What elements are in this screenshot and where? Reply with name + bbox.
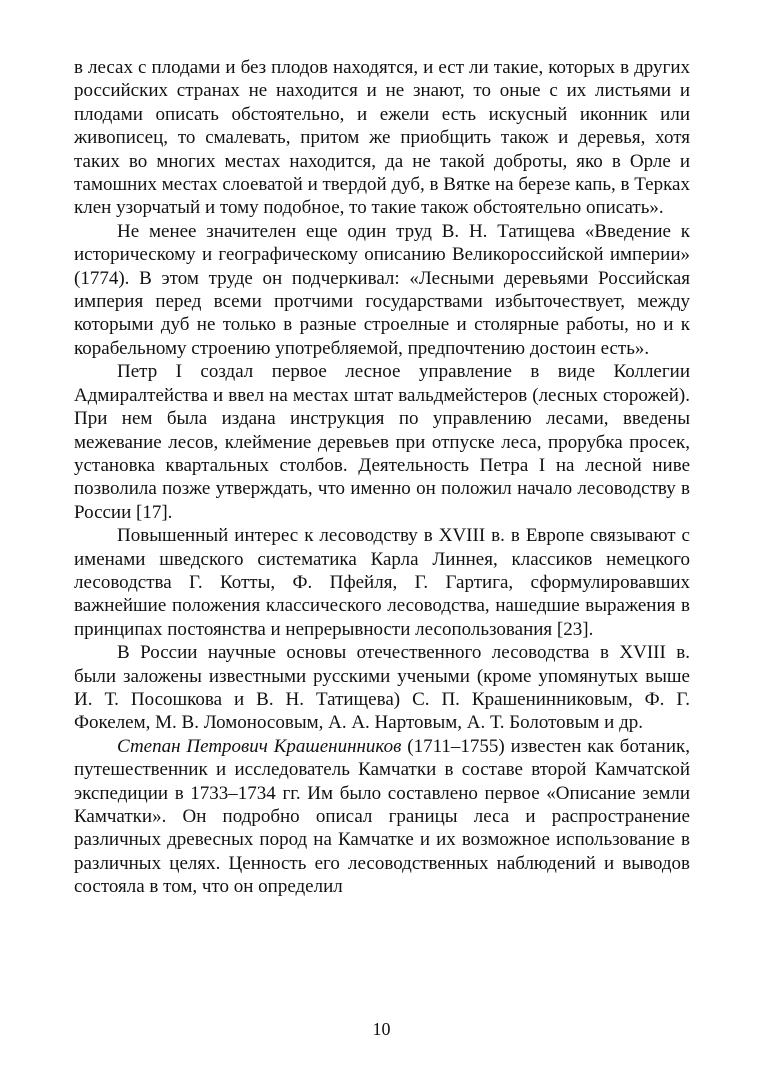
- paragraph-p6-text: (1711–1755) известен как ботаник, путешественник и исследователь Камчатки в составе второй Камчатской экспедиции в 1733–1734 гг. Им было составлено первое «Описание земли Камчатки». Он подробно описал границы леса и распространение различных древесных пород на Камчатке и их возможное использование в различных целях. Ценность его лесоводственных наблюдений и выводов состояла в том, что он определил: [74, 735, 690, 898]
- paragraph-p3: Петр I создал первое лесное управление в виде Коллегии Адмиралтейства и ввел на местах штат вальдмейстеров (лесных сторожей). При нем была издана инструкция по управлению лесами, введены межевание лесов, клеймение деревьев при отпуске леса, прорубка просек, установка квартальных столбов. Деятельность Петра I на лесной ниве позволила позже утверждать, что именно он положил начало лесоводству в России [17].: [74, 361, 690, 523]
- paragraph-p2: Не менее значителен еще один труд В. Н. Татищева «Введение к историческому и географическому описанию Великороссийской империи» (1774). В этом труде он подчеркивал: «Лесными деревьями Российская империя перед всеми протчими государствами избыточествует, между которыми дуб не только в разные строелные и столярные работы, но и к корабельному строению употребляемой, предпочтению достоин есть».: [74, 220, 690, 359]
- italic-person-name: Степан Петрович Крашенинников: [117, 735, 402, 757]
- document-page: [74, 56, 690, 899]
- page-number: 10: [372, 1019, 391, 1039]
- paragraph-p1: в лесах с плодами и без плодов находятся, и ест ли такие, которых в других российских странах не находится и не знают, то оные с их листьями и плодами описать обстоятельно, и ежели есть искусный иконник или живописец, то смалевать, притом же приобщить також и деревья, хотя таких во многих местах находится, да не такой доброты, яко в Орле и тамошних местах слоеватой и твердой дуб, в Вятке на березе капь, в Терках клен узорчатый и тому подобное, то такие також обстоятельно описать».: [74, 57, 690, 219]
- paragraph-p4: Повышенный интерес к лесоводству в XVIII в. в Европе связывают с именами шведского систематика Карла Линнея, классиков немецкого лесоводства Г. Котты, Ф. Пфейля, Г. Гартига, сформулировавших важнейшие положения классического лесоводства, нашедшие выражения в принципах постоянства и непрерывности лесопользования [23].: [74, 525, 690, 640]
- paragraph-p5: В России научные основы отечественного лесоводства в XVIII в. были заложены известными русскими учеными (кроме упомянутых выше И. Т. Посошкова и В. Н. Татищева) С. П. Крашенинниковым, Ф. Г. Фокелем, М. В. Ломоносовым, А. А. Нартовым, А. Т. Болотовым и др.: [74, 642, 690, 734]
- paragraph-p6: [74, 735, 690, 899]
